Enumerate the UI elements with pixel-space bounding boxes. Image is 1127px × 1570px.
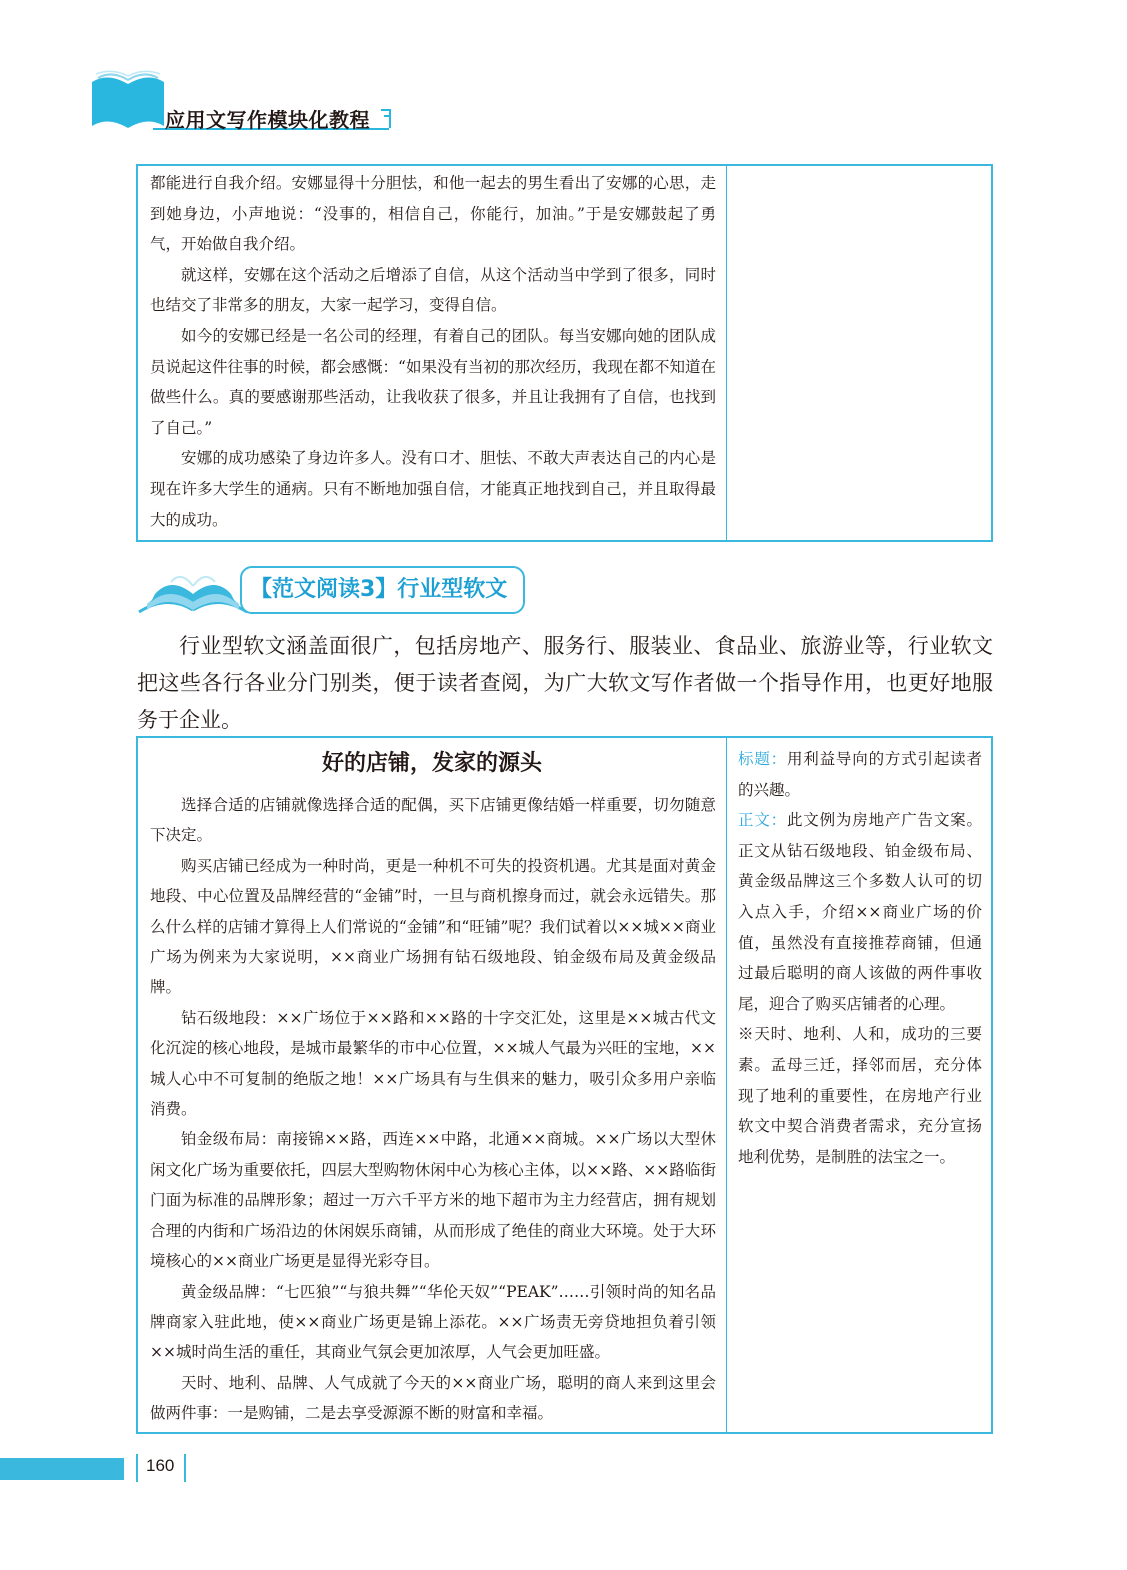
- note-text: 用利益导向的方式引起读者的兴趣。: [738, 750, 982, 799]
- header-bracket-icon: [378, 106, 394, 130]
- box-column-divider: [726, 738, 727, 1432]
- article-body: [150, 790, 716, 1429]
- section-intro: [137, 628, 993, 739]
- footer-divider: [136, 1454, 138, 1482]
- paragraph: 就这样，安娜在这个活动之后增添了自信，从这个活动当中学到了很多，同时也结交了非常多的朋友，大家一起学习，变得自信。: [150, 265, 716, 315]
- book-pages-icon: [137, 564, 247, 616]
- story-text: [150, 168, 716, 535]
- footer-bar: [0, 1458, 124, 1480]
- note-label: 标题：: [738, 750, 787, 768]
- paragraph: 钻石级地段：××广场位于××路和××路的十字交汇处，这里是××城古代文化沉淀的核心地段，是城市最繁华的市中心位置，××城人气最为兴旺的宝地，××城人心中不可复制的绝版之地！××广场具有与生俱来的魅力，吸引众多用户亲临消费。: [150, 1008, 716, 1119]
- note-body: [738, 805, 982, 1019]
- paragraph: 铂金级布局：南接锦××路，西连××中路，北通××商城。××广场以大型休闲文化广场为重要依托，四层大型购物休闲中心为核心主体，以××路、××路临街门面为标准的品牌形象；超过一万六千平方米的地下超市为主力经营店，拥有规划合理的内街和广场沿边的休闲娱乐商铺，从而形成了绝佳的商业大环境。处于大环境核心的××商业广场更是显得光彩夺目。: [150, 1130, 716, 1271]
- paragraph: 天时、地利、品牌、人气成就了今天的××商业广场，聪明的商人来到这里会做两件事：一是购铺，二是去享受源源不断的财富和幸福。: [150, 1373, 716, 1423]
- box-column-divider: [726, 166, 727, 540]
- annotation-column: [738, 744, 982, 1172]
- footer-divider: [184, 1454, 186, 1482]
- note-text: 此文例为房地产广告文案。正文从钻石级地段、铂金级布局、黄金级品牌这三个多数人认可的切入点入手，介绍××商业广场的价值，虽然没有直接推荐商铺，但通过最后聪明的商人该做的两件事收尾，迎合了购买店铺者的心理。: [738, 811, 982, 1013]
- paragraph: 黄金级品牌：“七匹狼”“与狼共舞”“华伦天奴”“PEAK”……引领时尚的知名品牌商家入驻此地，使××商业广场更是锦上添花。××广场责无旁贷地担负着引领××城时尚生活的重任，其商业气氛会更加浓厚，人气会更加旺盛。: [150, 1282, 716, 1362]
- note-label: 正文：: [738, 811, 787, 830]
- paragraph: 如今的安娜已经是一名公司的经理，有着自己的团队。每当安娜向她的团队成员说起这件往事的时候，都会感慨：“如果没有当初的那次经历，我现在都不知道在做些什么。真的要感谢那些活动，让我收获了很多，并且让我拥有了自信，也找到了自己。”: [150, 326, 716, 437]
- intro-paragraph: 行业型软文涵盖面很广，包括房地产、服务行、服装业、食品业、旅游业等，行业软文把这些各行各业分门别类，便于读者查阅，为广大软文写作者做一个指导作用，也更好地服务于企业。: [137, 634, 993, 732]
- book-title: 应用文写作模块化教程: [165, 108, 370, 132]
- page-number: 160: [146, 1456, 175, 1475]
- section-heading: 【范文阅读3】行业型软文: [240, 566, 525, 614]
- note-tip: ※天时、地利、人和，成功的三要素。孟母三迁，择邻而居，充分体现了地利的重要性，在房地产行业软文中契合消费者需求，充分宣扬地利优势，是制胜的法宝之一。: [738, 1025, 982, 1166]
- paragraph: 选择合适的店铺就像选择合适的配偶，买下店铺更像结婚一样重要，切勿随意下决定。: [150, 796, 716, 845]
- article-title: 好的店铺，发家的源头: [321, 751, 542, 776]
- open-book-icon: [88, 70, 168, 132]
- paragraph: 安娜的成功感染了身边许多人。没有口才、胆怯、不敢大声表达自己的内心是现在许多大学生的通病。只有不断地加强自信，才能真正地找到自己，并且取得最大的成功。: [150, 449, 716, 529]
- note-title: [738, 744, 982, 805]
- paragraph: 购买店铺已经成为一种时尚，更是一种机不可失的投资机遇。尤其是面对黄金地段、中心位置及品牌经营的“金铺”时，一旦与商机擦身而过，就会永远错失。那么什么样的店铺才算得上人们常说的“金铺”和“旺铺”呢？我们试着以××城××商业广场为例来为大家说明，××商业广场拥有钻石级地段、铂金级布局及黄金级品牌。: [150, 856, 716, 997]
- paragraph: 都能进行自我介绍。安娜显得十分胆怯，和他一起去的男生看出了安娜的心思，走到她身边，小声地说：“没事的，相信自己，你能行，加油。”于是安娜鼓起了勇气，开始做自我介绍。: [150, 174, 716, 254]
